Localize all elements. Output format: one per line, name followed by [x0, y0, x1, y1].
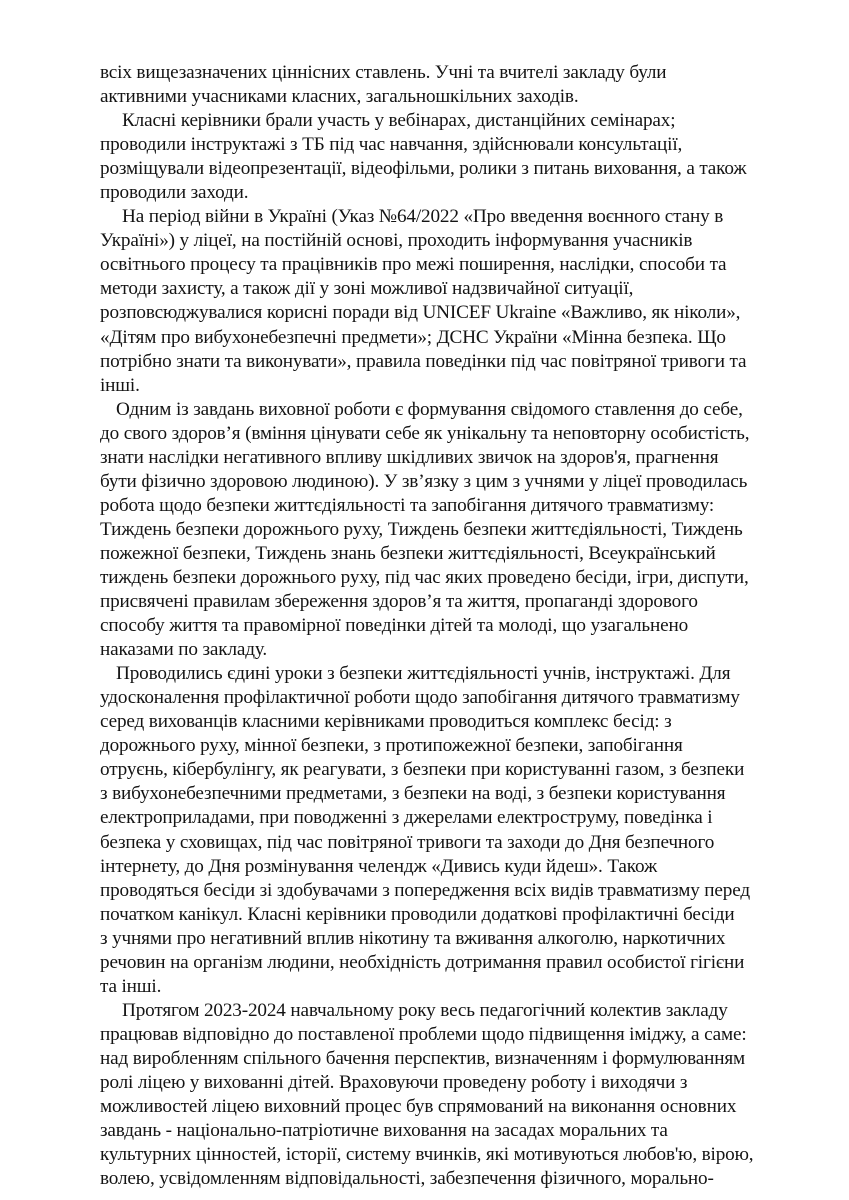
- document-page: [100, 61, 788, 1191]
- text-line: Класні керівники брали участь у вебінарах, дистанційних семінарах;: [122, 110, 676, 132]
- text-line: інтернету, до Дня розмінування челендж «Дивись куди йдеш». Також: [100, 855, 658, 877]
- text-line: На період війни в Україні (Указ №64/2022 «Про введення воєнного стану в: [122, 206, 724, 228]
- text-line: безпека у сховищах, під час повітряної тривоги та заходи до Дня безпечного: [100, 831, 715, 853]
- text-line: електроприладами, при поводженні з джерелами електроструму, поведінка і: [100, 807, 713, 829]
- text-line: з учнями про негативний вплив нікотину та вживання алкоголю, наркотичних: [100, 927, 726, 949]
- text-line: розповсюджувалися корисні поради від UNICEF Ukraine «Важливо, як ніколи»,: [100, 302, 741, 324]
- text-line: проводили інструктажі з ТБ під час навчання, здійснювали консультації,: [100, 134, 683, 156]
- text-line: серед вихованців класними керівниками проводиться комплекс бесід: з: [100, 711, 672, 733]
- text-line: та інші.: [100, 975, 162, 997]
- text-line: волею, усвідомленням відповідальності, забезпечення фізичного, морально-: [100, 1168, 714, 1190]
- text-line: удосконалення профілактичної роботи щодо запобігання дитячого травматизму: [100, 687, 740, 709]
- text-line: пожежної безпеки, Тиждень знань безпеки життєдіяльності, Всеукраїнський: [100, 542, 716, 564]
- text-line: Проводились єдині уроки з безпеки життєдіяльності учнів, інструктажі. Для: [116, 663, 731, 685]
- paragraph-class-teachers: [100, 109, 788, 205]
- text-line: початком канікул. Класні керівники проводили додаткові профілактичні бесіди: [100, 903, 735, 925]
- text-line: робота щодо безпеки життєдіяльності та запобігання дитячого травматизму:: [100, 494, 715, 516]
- text-line: способу життя та правомірної поведінки дітей та молоді, що узагальнено: [100, 615, 689, 637]
- text-line: можливостей ліцею виховний процес був спрямований на виконання основних: [100, 1096, 737, 1118]
- paragraph-school-year-summary: [100, 999, 788, 1191]
- text-line: Тиждень безпеки дорожнього руху, Тиждень безпеки життєдіяльності, Тиждень: [100, 518, 743, 540]
- text-line: знати наслідки негативного впливу шкідливих звичок на здоров'я, прагнення: [100, 446, 719, 468]
- text-line: потрібно знати та виконувати», правила поведінки під час повітряної тривоги та: [100, 350, 747, 372]
- text-line: присвячені правилам збереження здоров’я та життя, пропаганді здорового: [100, 591, 698, 613]
- text-line: «Дітям про вибухонебезпечні предмети»; ДСНС України «Мінна безпека. Що: [100, 326, 726, 348]
- paragraph-martial-law: [100, 205, 788, 397]
- text-line: над виробленням спільного бачення перспектив, визначенням і формулюванням: [100, 1047, 746, 1069]
- text-line: працював відповідно до поставленої проблеми щодо підвищення іміджу, а саме:: [100, 1023, 747, 1045]
- text-line: Протягом 2023-2024 навчальному року весь педагогічний колектив закладу: [122, 999, 728, 1021]
- text-line: інші.: [100, 374, 140, 396]
- text-line: проводили заходи.: [100, 182, 249, 204]
- text-line: розміщували відеопрезентації, відеофільми, ролики з питань виховання, а також: [100, 158, 747, 180]
- text-line: Одним із завдань виховної роботи є формування свідомого ставлення до себе,: [116, 398, 743, 420]
- paragraph-safety-lessons: [100, 662, 788, 999]
- text-line: з вибухонебезпечними предметами, з безпеки на воді, з безпеки користування: [100, 783, 726, 805]
- text-line: завдань - національно-патріотичне виховання на засадах моральних та: [100, 1120, 668, 1142]
- text-line: до свого здоров’я (вміння цінувати себе як унікальну та неповторну особистість,: [100, 422, 750, 444]
- text-line: тиждень безпеки дорожнього руху, під час яких проведено бесіди, ігри, диспути,: [100, 566, 749, 588]
- text-line: ролі ліцею у вихованні дітей. Враховуючи проведену роботу і виходячи з: [100, 1071, 688, 1093]
- text-line: Україні») у ліцеї, на постійній основі, проходить інформування учасників: [100, 230, 693, 252]
- text-line: всіх вищезазначених ціннісних ставлень. Учні та вчителі закладу були: [100, 62, 667, 83]
- text-line: проводяться бесіди зі здобувачами з попередження всіх видів травматизму перед: [100, 879, 750, 901]
- text-line: отруєнь, кібербулінгу, як реагувати, з безпеки при користуванні газом, з безпеки: [100, 759, 745, 781]
- text-line: методи захисту, а також дії у зоні можливої надзвичайної ситуації,: [100, 278, 634, 300]
- text-line: бути фізично здоровою людиною). У зв’язку з цим з учнями у ліцеї проводилась: [100, 470, 748, 492]
- text-line: культурних цінностей, історії, систему вчинків, які мотивуються любов'ю, вірою,: [100, 1144, 754, 1166]
- text-line: наказами по закладу.: [100, 639, 268, 661]
- text-line: речовин на організм людини, необхідність дотримання правил особистої гігієни: [100, 951, 745, 973]
- text-line: активними учасниками класних, загальношкільних заходів.: [100, 86, 579, 108]
- text-line: дорожнього руху, мінної безпеки, з протипожежної безпеки, запобігання: [100, 735, 683, 757]
- paragraph-health-attitude: [100, 398, 788, 663]
- paragraph-values-continuation: [100, 61, 788, 109]
- text-line: освітнього процесу та працівників про межі поширення, наслідки, способи та: [100, 254, 727, 276]
